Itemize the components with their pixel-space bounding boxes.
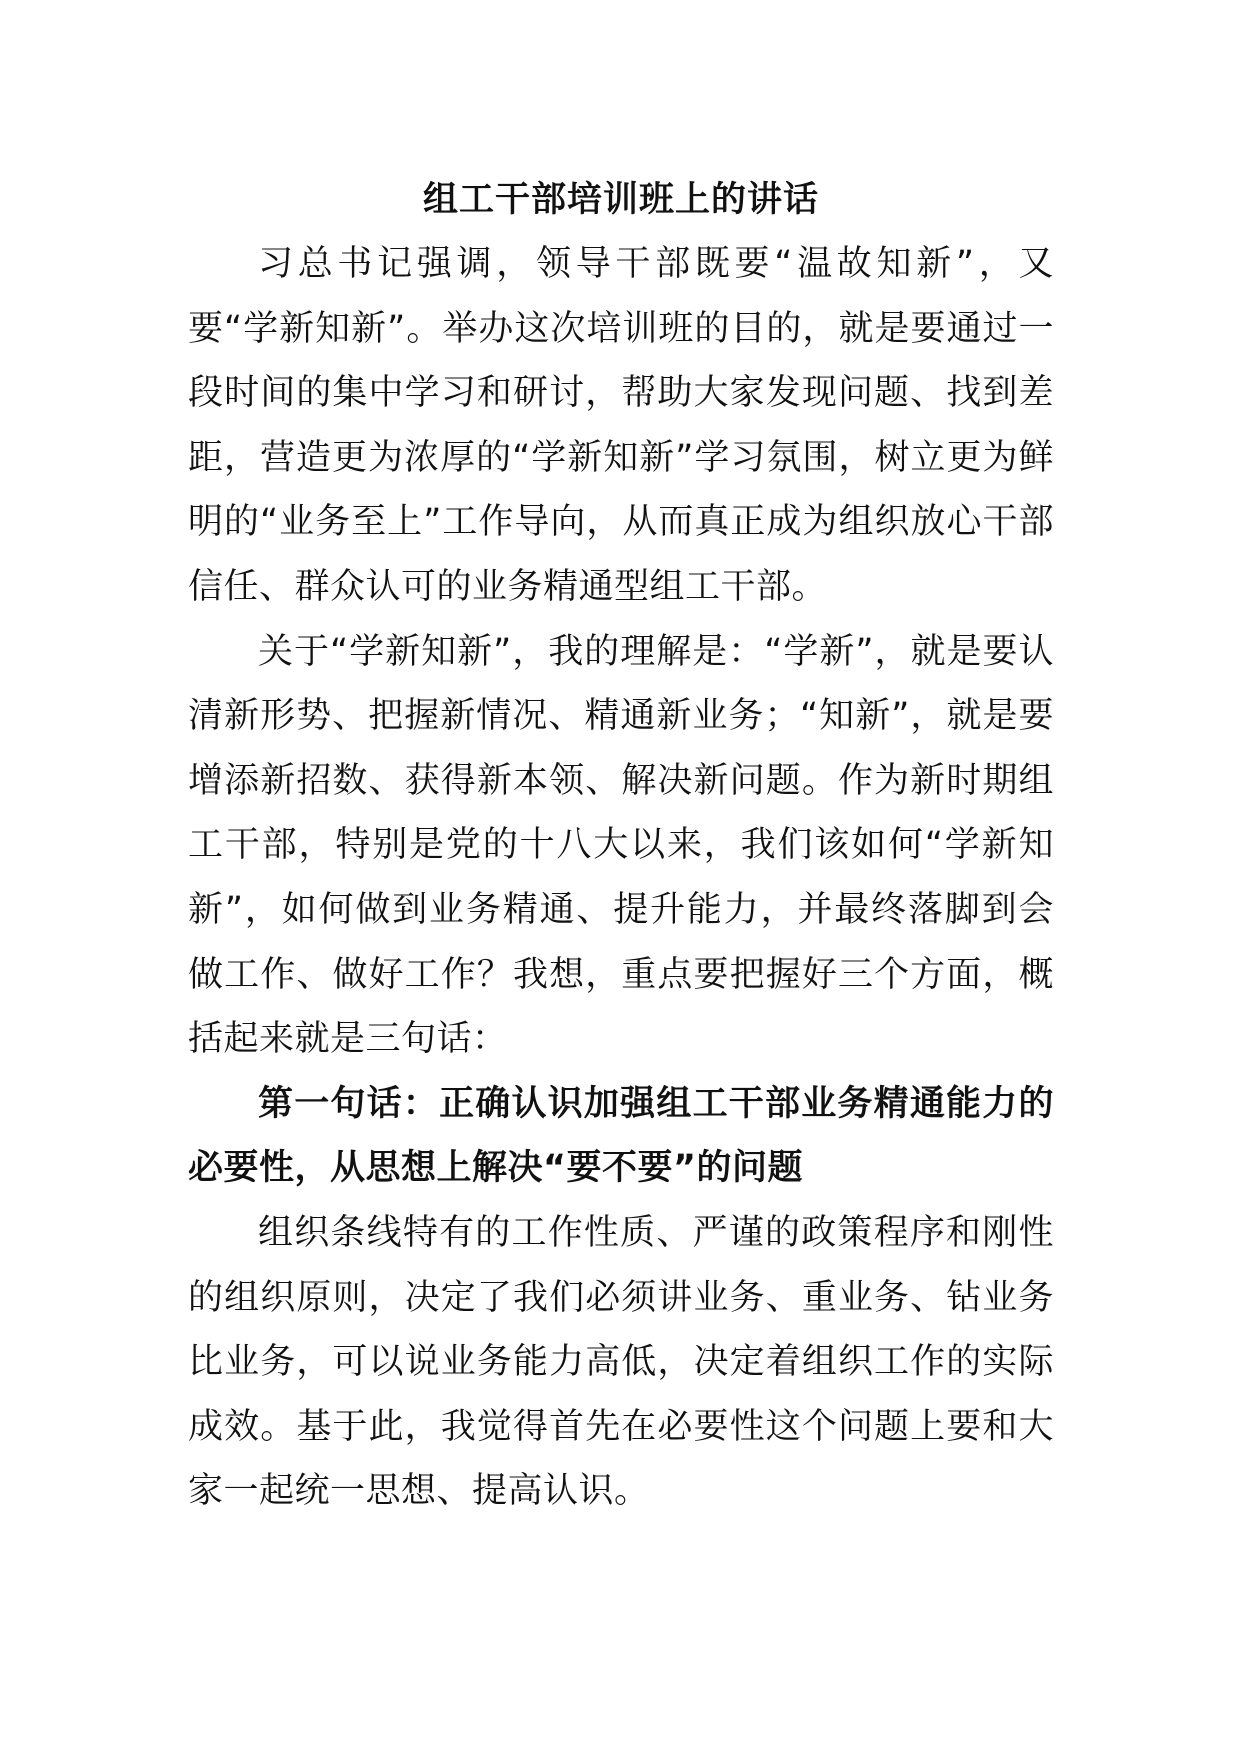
section-heading-first: 第一句话：正确认识加强组工干部业务精通能力的必要性，从思想上解决“要不要”的问题: [188, 1083, 1054, 1189]
paragraph-intro: 习总书记强调，领导干部既要“温故知新”，又要“学新知新”。举办这次培训班的目的，就是要通过一段时间的集中学习和研讨，帮助大家发现问题、找到差距，营造更为浓厚的“学新知新”学习氛围，树立更为鲜明的“业务至上”工作导向，从而真正成为组织放心干部信任、群众认可的业务精通型组工干部。: [188, 244, 1054, 607]
paragraph-understanding: 关于“学新知新”，我的理解是：“学新”，就是要认清新形势、把握新情况、精通新业务；“知新”，就是要增添新招数、获得新本领、解决新问题。作为新时期组工干部，特别是党的十八大以来，我们该如何“学新知新”，如何做到业务精通、提升能力，并最终落脚到会做工作、做好工作？我想，重点要把握好三个方面，概括起来就是三句话：: [188, 631, 1054, 1060]
document-page: [188, 168, 1054, 1524]
paragraph-necessity: 组织条线特有的工作性质、严谨的政策程序和刚性的组织原则，决定了我们必须讲业务、重业务、钻业务比业务，可以说业务能力高低，决定着组织工作的实际成效。基于此，我觉得首先在必要性这个问题上要和大家一起统一思想、提高认识。: [188, 1212, 1054, 1512]
document-title: 组工干部培训班上的讲话: [422, 180, 819, 220]
